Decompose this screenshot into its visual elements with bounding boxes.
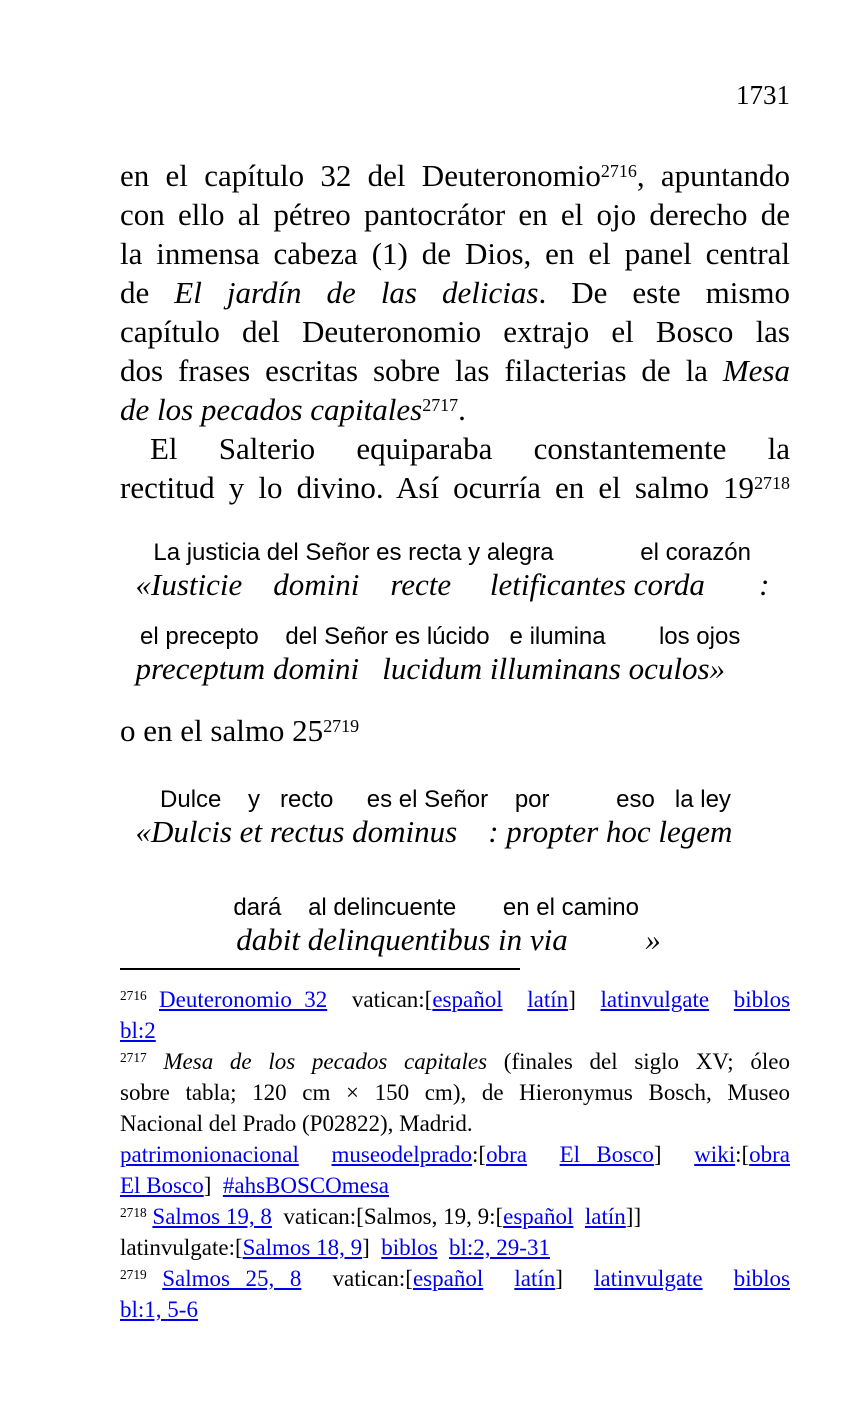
text	[147, 1049, 164, 1074]
text: (finales del siglo XV; óleo	[487, 1049, 791, 1074]
text	[709, 987, 734, 1012]
text: de	[120, 275, 175, 310]
text: .	[458, 392, 466, 427]
footnote-ref: 2719	[120, 1267, 147, 1283]
text-line	[120, 156, 790, 195]
italic-text: de los pecados capitales	[120, 392, 423, 427]
footnote-2716	[120, 984, 790, 1046]
footnote-ref: 2718	[754, 473, 790, 494]
text: vatican:[Salmos, 19, 9:[	[271, 1204, 504, 1229]
link-obra[interactable]: obra	[486, 1142, 527, 1167]
quote-line-latin: dabit delinquentibus in via »	[120, 922, 661, 957]
link-espa-ol[interactable]: español	[412, 1266, 484, 1291]
footnote-ref: 2719	[323, 716, 360, 737]
footnote-ref: 2716	[120, 988, 147, 1004]
italic-text: Mesa de los pecados capitales	[163, 1049, 488, 1074]
main-text	[120, 156, 790, 1325]
footnote-separator	[120, 968, 520, 970]
text	[503, 987, 528, 1012]
link-biblos[interactable]: biblos	[733, 987, 791, 1012]
link-bl-2[interactable]: bl:2	[120, 1018, 156, 1043]
text: . De este mismo	[538, 275, 791, 310]
text: El Salterio equiparaba constantemente la	[150, 431, 790, 466]
link-bl-1-5-6[interactable]: bl:1, 5-6	[120, 1297, 198, 1322]
text	[147, 987, 159, 1012]
footnote-line	[120, 1232, 790, 1263]
paragraph-2	[120, 429, 790, 507]
link-espa-ol[interactable]: español	[503, 1204, 574, 1229]
link-biblos[interactable]: biblos	[381, 1235, 438, 1260]
text-line	[120, 195, 790, 234]
text	[483, 1266, 514, 1291]
text-line	[120, 273, 790, 312]
paragraph-3	[120, 711, 790, 750]
text: :[	[472, 1142, 487, 1167]
link-deuteronomio-32[interactable]: Deuteronomio 32	[159, 987, 328, 1012]
link-bl-2-29-31[interactable]: bl:2, 29-31	[449, 1235, 550, 1260]
text-line	[120, 312, 790, 351]
quote-line-latin: «Iusticie domini recte letificantes corda :	[120, 567, 770, 602]
footnote-line	[120, 1294, 790, 1325]
quote-line-gloss: La justicia del Señor es recta y alegra el corazón	[120, 539, 751, 566]
text: en el capítulo 32 del Deuteronomio	[120, 158, 601, 193]
text: latinvulgate:[	[120, 1235, 243, 1260]
footnote-ref: 2716	[600, 161, 637, 182]
link-patrimonionacional[interactable]: patrimonionacional	[120, 1142, 299, 1167]
link-obra[interactable]: obra	[749, 1142, 791, 1167]
text: ]	[568, 987, 601, 1012]
page-number: 1731	[736, 80, 790, 110]
text: ]]	[625, 1204, 642, 1229]
footnotes	[120, 984, 790, 1325]
text: ]	[555, 1266, 595, 1291]
text: vatican:[	[327, 987, 433, 1012]
link-el-bosco[interactable]: El Bosco	[120, 1173, 204, 1198]
quote-line-latin: preceptum domini lucidum illuminans oculos»	[120, 651, 726, 686]
quote-line-gloss: Dulce y recto es el Señor por eso la ley	[120, 786, 731, 813]
psalm-19-quote	[120, 539, 790, 687]
text: vatican:[	[301, 1266, 413, 1291]
text-line	[120, 390, 790, 429]
text: o en el salmo 25	[120, 713, 324, 748]
footnote-ref: 2718	[120, 1205, 147, 1221]
text: ]	[362, 1235, 382, 1260]
link-ahsboscomesa[interactable]: #ahsBOSCOmesa	[222, 1173, 389, 1198]
text	[703, 1266, 734, 1291]
text	[438, 1235, 450, 1260]
text: sobre tabla; 120 cm × 150 cm), de Hieronymus Bosch, Museo	[120, 1080, 790, 1105]
footnote-ref: 2717	[120, 1050, 147, 1066]
link-lat-n[interactable]: latín	[527, 987, 569, 1012]
footnote-line	[120, 1263, 790, 1294]
text	[299, 1142, 332, 1167]
italic-text: Mesa	[722, 353, 790, 388]
text-line	[120, 234, 790, 273]
text: la inmensa cabeza (1) de Dios, en el panel central	[120, 236, 790, 271]
footnote-line	[120, 1201, 790, 1232]
text	[573, 1204, 585, 1229]
link-biblos[interactable]: biblos	[733, 1266, 790, 1291]
text: rectitud y lo divino. Así ocurría en el salmo 19	[120, 470, 755, 505]
link-salmos-19-8[interactable]: Salmos 19, 8	[152, 1204, 272, 1229]
footnote-line	[120, 1108, 790, 1139]
text-line	[120, 468, 790, 507]
link-espa-ol[interactable]: español	[432, 987, 503, 1012]
text: con ello al pétreo pantocrátor en el ojo derecho de	[120, 197, 790, 232]
footnote-line	[120, 1170, 790, 1201]
link-salmos-25-8[interactable]: Salmos 25, 8	[162, 1266, 302, 1291]
link-latinvulgate[interactable]: latinvulgate	[594, 1266, 703, 1291]
text-line	[120, 711, 790, 750]
link-latinvulgate[interactable]: latinvulgate	[600, 987, 710, 1012]
footnote-2717	[120, 1046, 790, 1201]
footnote-line	[120, 1077, 790, 1108]
footnote-2718	[120, 1201, 790, 1263]
text: ]	[653, 1142, 695, 1167]
text: , apuntando	[636, 158, 790, 193]
text: ]	[203, 1173, 223, 1198]
text: Nacional del Prado (P02822), Madrid.	[120, 1111, 473, 1136]
text: :[	[735, 1142, 750, 1167]
text: dos frases escritas sobre las filacterias de la	[120, 353, 723, 388]
quote-line-gloss: el precepto del Señor es lúcido e ilumina los ojos	[120, 623, 741, 650]
link-salmos-18-9[interactable]: Salmos 18, 9	[242, 1235, 363, 1260]
italic-text: El jardín de las delicias	[174, 275, 539, 310]
footnote-line	[120, 1139, 790, 1170]
link-wiki[interactable]: wiki	[694, 1142, 736, 1167]
footnote-2719	[120, 1263, 790, 1325]
text: capítulo del Deuteronomio extrajo el Bosco las	[120, 314, 790, 349]
quote-line-gloss: dará al delincuente en el camino	[120, 894, 639, 921]
paragraph-1	[120, 156, 790, 429]
link-lat-n[interactable]: latín	[514, 1266, 556, 1291]
text	[147, 1266, 163, 1291]
footnote-ref: 2717	[422, 395, 459, 416]
quote-line-latin: «Dulcis et rectus dominus : propter hoc legem	[120, 814, 733, 849]
link-el-bosco[interactable]: El Bosco	[559, 1142, 654, 1167]
footnote-line	[120, 1046, 790, 1077]
link-museodelprado[interactable]: museodelprado	[331, 1142, 473, 1167]
footnote-line	[120, 1015, 790, 1046]
link-lat-n[interactable]: latín	[584, 1204, 626, 1229]
text-line	[120, 429, 790, 468]
text-line	[120, 351, 790, 390]
text	[527, 1142, 560, 1167]
psalm-25-quote	[120, 786, 790, 958]
footnote-line	[120, 984, 790, 1015]
